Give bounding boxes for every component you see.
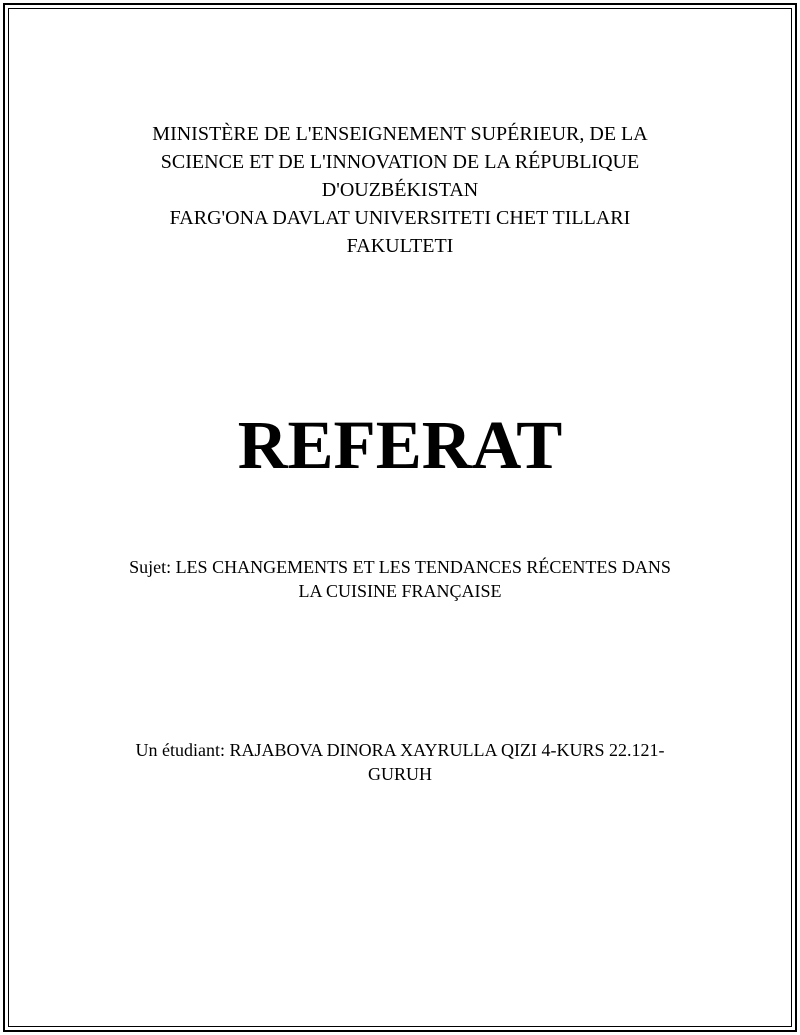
student-block — [100, 738, 700, 786]
student-line-1: Un étudiant: RAJABOVA DINORA XAYRULLA QIZI 4-KURS 22.121- — [135, 740, 665, 760]
subject-block — [100, 555, 700, 603]
document-title: REFERAT — [237, 407, 563, 483]
heading-line-ministry-2: SCIENCE ET DE L'INNOVATION DE LA RÉPUBLIQUE — [160, 151, 640, 173]
institution-heading — [100, 120, 700, 260]
heading-line-university-2: FAKULTETI — [346, 235, 454, 257]
heading-line-university-1: FARG'ONA DAVLAT UNIVERSITETI CHET TILLARI — [169, 207, 631, 229]
heading-line-ministry-3: D'OUZBÉKISTAN — [321, 179, 479, 201]
subject-line-1: Sujet: LES CHANGEMENTS ET LES TENDANCES RÉCENTES DANS — [129, 557, 671, 577]
student-line-2: GURUH — [367, 764, 432, 784]
subject-line-2: LA CUISINE FRANÇAISE — [298, 581, 502, 601]
heading-line-ministry-1: MINISTÈRE DE L'ENSEIGNEMENT SUPÉRIEUR, DE LA — [152, 123, 648, 145]
